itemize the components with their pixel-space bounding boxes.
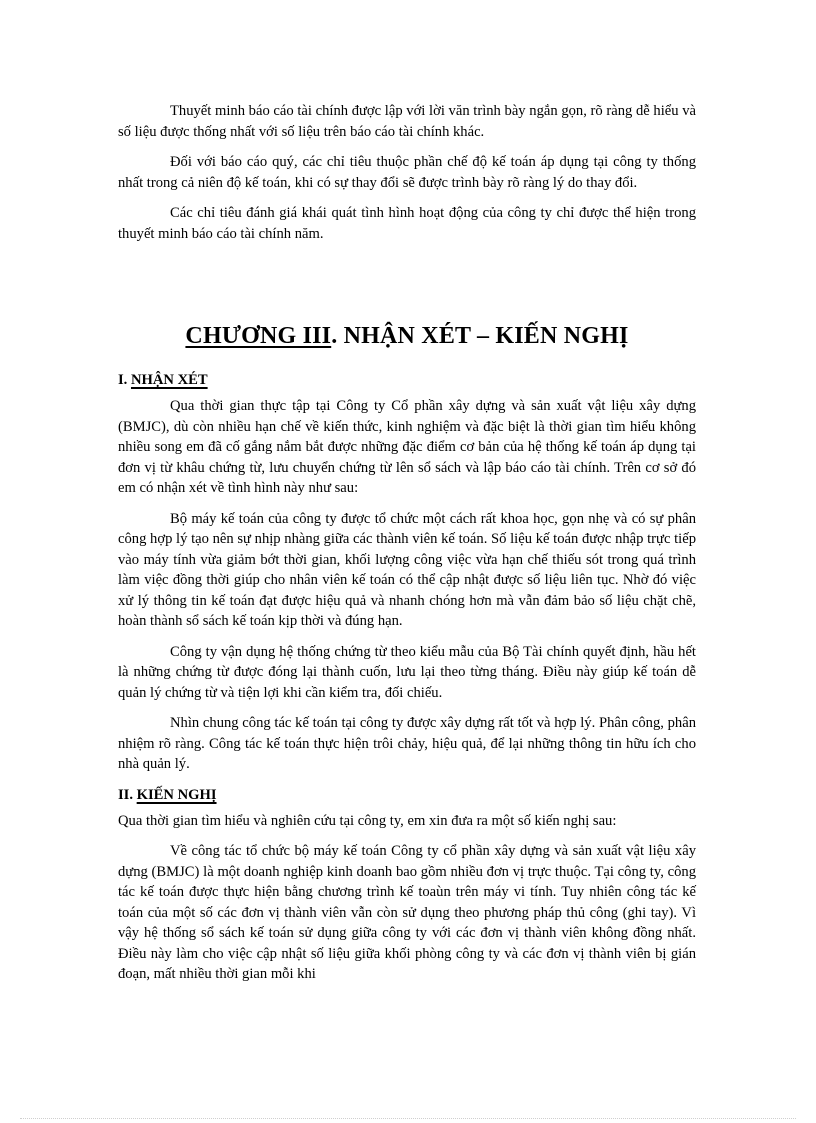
chapter-label: CHƯƠNG III [185,323,332,349]
kien-nghi-paragraph-1: Về công tác tổ chức bộ máy kế toán Công ty cổ phần xây dựng và sản xuất vật liệu xây dựng (BMJC) là một doanh nghiệp kinh doanh bao gồm nhiều đơn vị trực thuộc. Tại công ty, công tác kế toán được thực hiện bằng chương trình kế toaùn trên máy vi tính. Tuy nhiên công tác kế toán của một số các đơn vị thành viên vẫn còn sử dụng theo phương pháp thủ công (ghi tay). Vì vậy hệ thống sổ sách kế toán sử dụng giữa công ty với các đơn vị thành viên không đồng nhất. Điều này làm cho việc cập nhật số liệu giữa khối phòng công ty và các đơn vị thành viên bị gián đoạn, mất nhiều thời gian mỗi khi [118,843,696,982]
nhan-xet-paragraph-1: Qua thời gian thực tập tại Công ty Cổ phần xây dựng và sản xuất vật liệu xây dựng (BMJC), dù còn nhiều hạn chế về kiến thức, kinh nghiệm và đặc biệt là thời gian tìm hiểu không nhiều song em đã cố gắng nắm bắt được những đặc điểm cơ bản của hệ thống kế toán áp dụng tại đơn vị từ khâu chứng từ, lưu chuyển chứng từ lên sổ sách và lập báo cáo tài chính. Trên cơ sở đó em có nhận xét về tình hình này như sau: [118,398,696,496]
section-title: KIẾN NGHỊ [136,786,217,803]
nhan-xet-paragraph-3: Công ty vận dụng hệ thống chứng từ theo kiểu mẫu của Bộ Tài chính quyết định, hầu hết là những chứng từ được đóng lại thành cuốn, lưu lại theo từng tháng. Điều này giúp kế toán dễ quản lý chứng từ và tiện lợi khi cần kiểm tra, đối chiếu. [118,643,696,701]
chapter-heading [118,320,696,352]
page-content [118,101,696,995]
page-bottom-divider [20,1118,796,1119]
section-heading-kien-nghi [118,785,696,805]
section-heading-nhan-xet [118,370,696,390]
chapter-title: . NHẬN XÉT – KIẾN NGHỊ [331,323,629,349]
intro-paragraph-1: Thuyết minh báo cáo tài chính được lập với lời văn trình bày ngắn gọn, rõ ràng dễ hiểu và số liệu được thống nhất với số liệu trên báo cáo tài chính khác. [118,103,696,140]
intro-paragraph-3: Các chỉ tiêu đánh giá khái quát tình hình hoạt động của công ty chỉ được thể hiện trong thuyết minh báo cáo tài chính năm. [118,205,696,242]
section-number: I. [118,372,131,388]
nhan-xet-paragraph-2: Bộ máy kế toán của công ty được tổ chức một cách rất khoa học, gọn nhẹ và có sự phân công hợp lý tạo nên sự nhịp nhàng giữa các thành viên kế toán. Số liệu kế toán được nhập trực tiếp vào máy tính vừa giảm bớt thời gian, khối lượng công việc vừa hạn chế thiếu sót trong quá trình làm việc đồng thời giúp cho nhân viên kế toán có thể cập nhật được số liệu liên tục. Nhờ đó việc xử lý thông tin kế toán đạt được hiệu quả và nhanh chóng hơn mà vẫn đảm bảo số liệu chặt chẽ, hoàn thành sổ sách kế toán kịp thời và đúng hạn. [118,510,696,629]
kien-nghi-lead: Qua thời gian tìm hiểu và nghiên cứu tại công ty, em xin đưa ra một số kiến nghị sau: [118,812,617,829]
section-number: II. [118,786,137,803]
nhan-xet-paragraph-4: Nhìn chung công tác kế toán tại công ty được xây dựng rất tốt và hợp lý. Phân công, phân nhiệm rõ ràng. Công tác kế toán thực hiện trôi chảy, hiệu quả, để lại những thông tin hữu ích cho nhà quản lý. [118,715,696,772]
section-title: NHẬN XÉT [130,372,208,388]
intro-paragraph-2: Đối với báo cáo quý, các chỉ tiêu thuộc phần chế độ kế toán áp dụng tại công ty thống nhất trong cả niên độ kế toán, khi có sự thay đổi sẽ được trình bày rõ ràng lý do thay đổi. [118,154,696,191]
